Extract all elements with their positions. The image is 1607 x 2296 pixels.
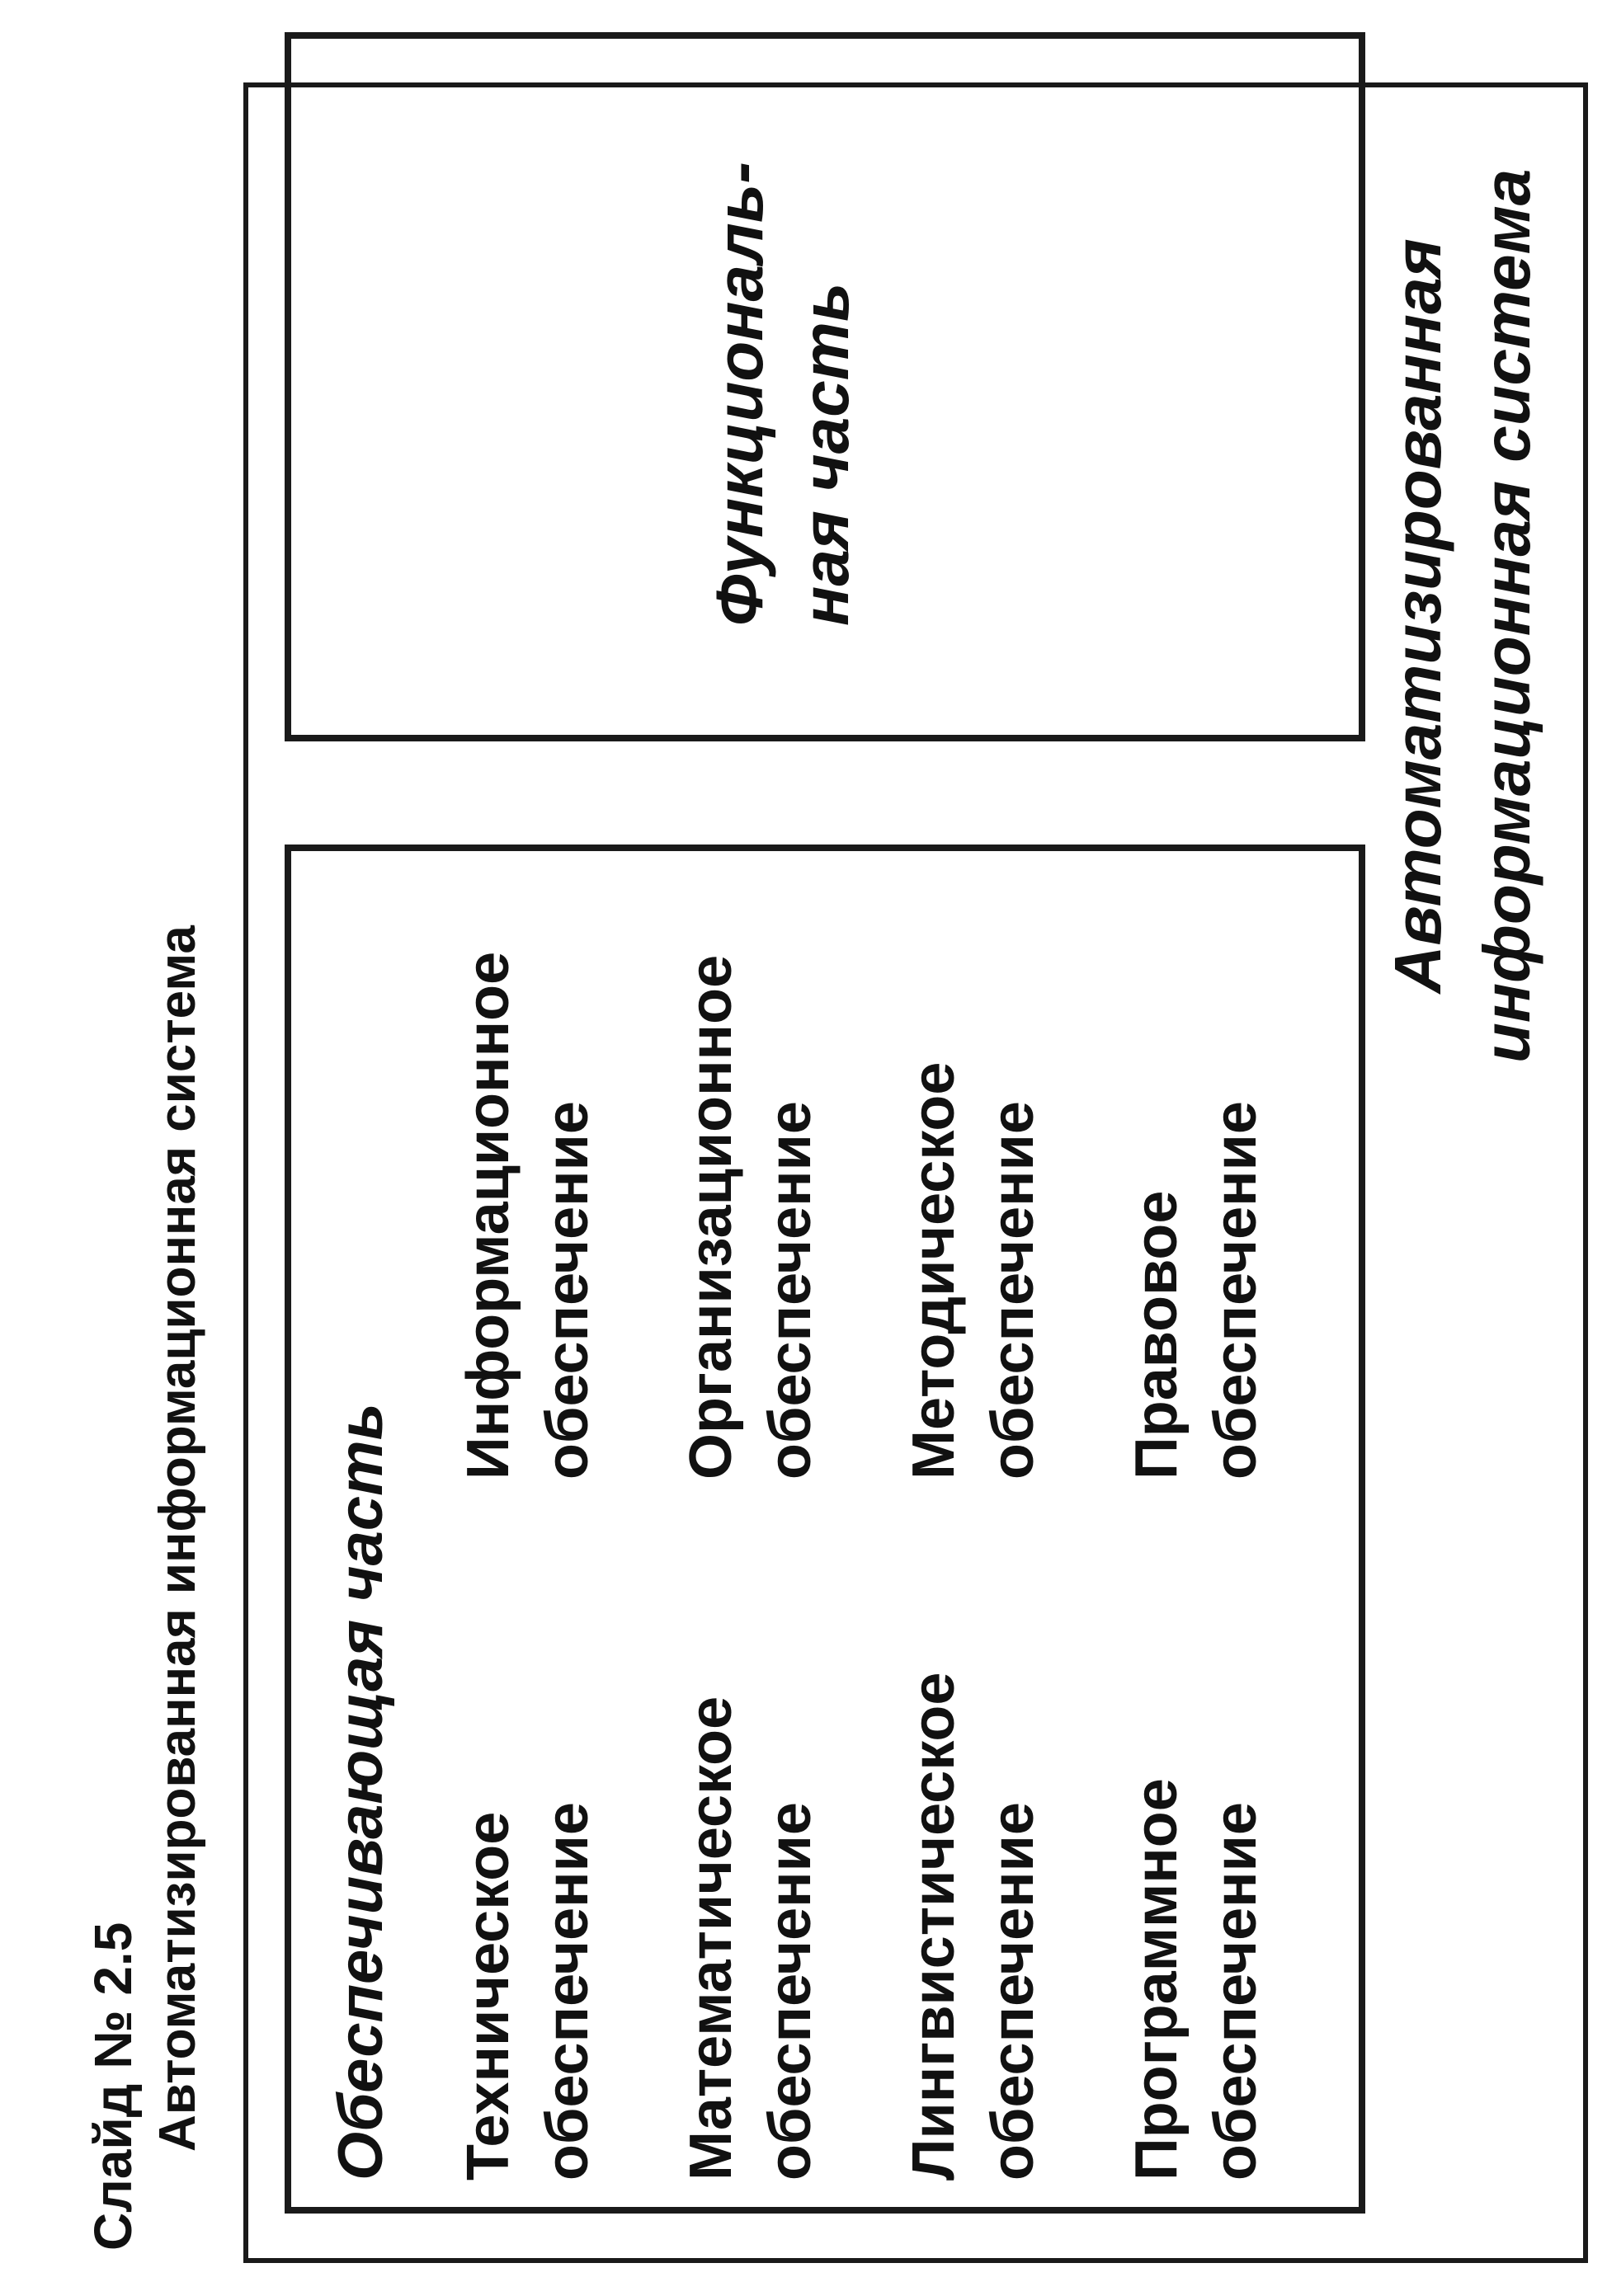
slide-number-label: Слайд № 2.5 [83, 1922, 143, 2251]
support-item-informational: Информационное обеспечение [455, 951, 601, 1480]
slide-title: Автоматизированная информационная система [149, 925, 206, 2152]
support-item-linguistic: Лингвистическое обеспечение [901, 1672, 1046, 2181]
support-item-technical: Техническое обеспечение [455, 1802, 601, 2181]
support-item-software: Программное обеспечение [1124, 1778, 1269, 2181]
support-item-organizational: Организационное обеспечение [678, 954, 823, 1480]
support-part-title: Обеспечивающая часть [326, 1403, 396, 2181]
functional-part-title: Функциональ- ная часть [703, 162, 862, 626]
support-item-legal: Правовое обеспечение [1124, 1101, 1269, 1480]
support-item-mathematical: Математическое обеспечение [678, 1696, 823, 2181]
system-caption: Автоматизированная информационная система [1381, 168, 1543, 1063]
support-item-methodical: Методическое обеспечение [901, 1061, 1046, 1480]
